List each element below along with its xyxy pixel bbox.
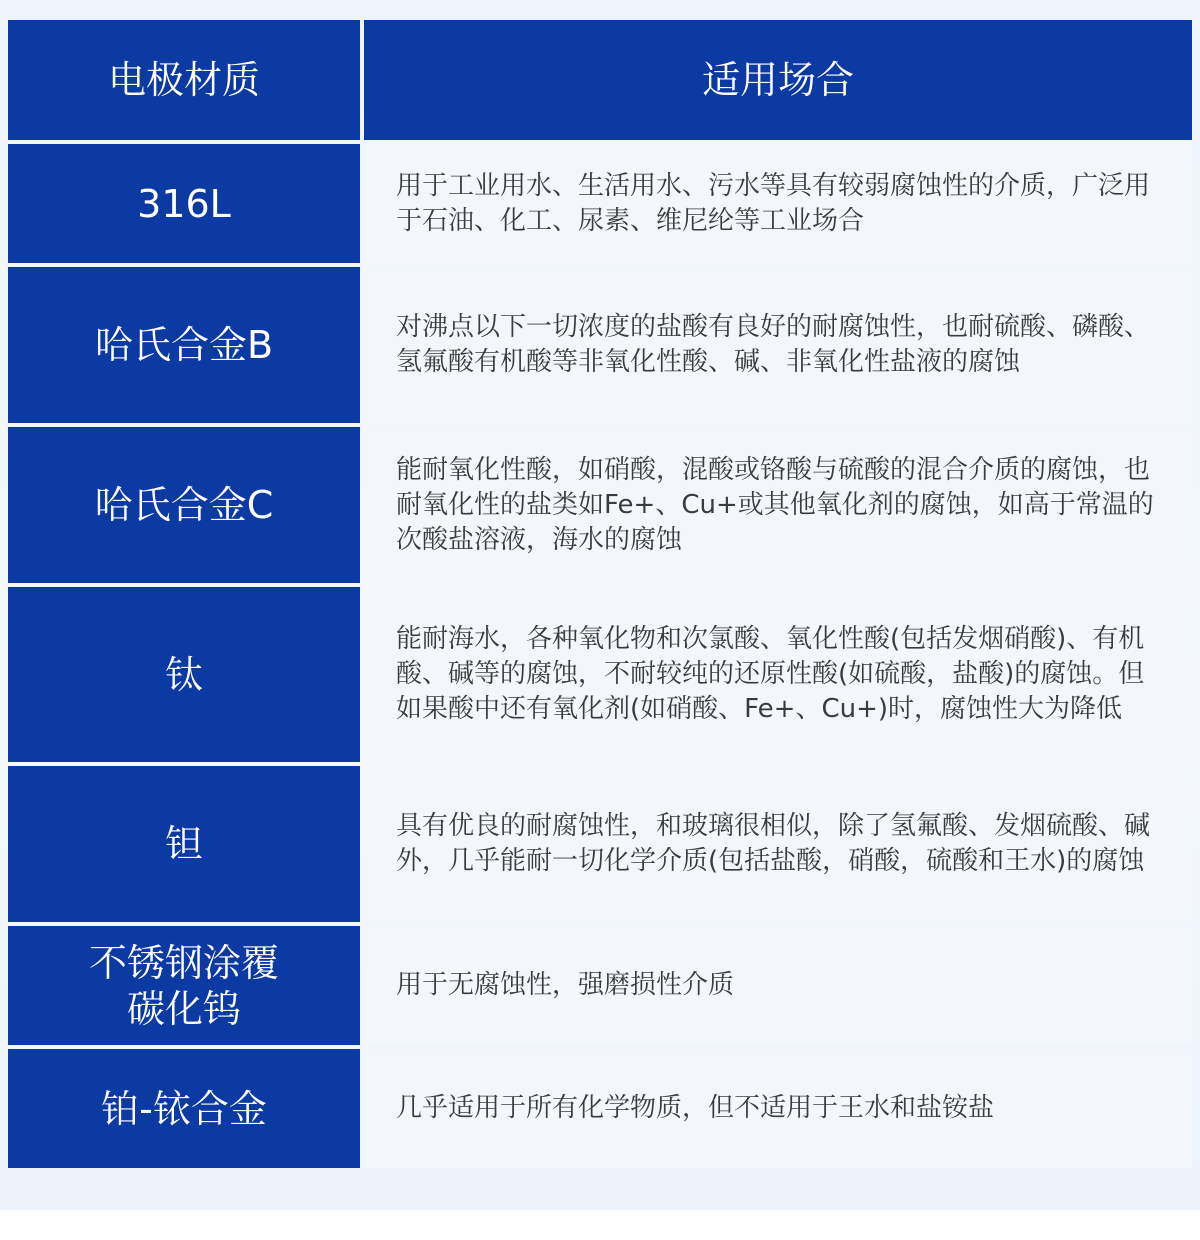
table-row <box>8 587 1192 762</box>
application-cell: 几乎适用于所有化学物质，但不适用于王水和盐铵盐 <box>364 1049 1192 1168</box>
table-row <box>8 427 1192 583</box>
table-row <box>8 766 1192 922</box>
application-cell: 能耐海水，各种氧化物和次氯酸、氧化性酸(包括发烟硝酸)、有机酸、碱等的腐蚀，不耐较纯的还原性酸(如硫酸，盐酸)的腐蚀。但如果酸中还有氧化剂(如硝酸、Fe+、Cu+)时，腐蚀性大为降低 <box>364 587 1192 762</box>
material-line-1: 不锈钢涂覆 <box>88 940 279 985</box>
application-cell: 用于工业用水、生活用水、污水等具有较弱腐蚀性的介质，广泛用于石油、化工、尿素、维尼纶等工业场合 <box>364 144 1192 263</box>
table-row <box>8 144 1192 263</box>
electrode-material-table <box>8 20 1192 1172</box>
application-cell: 能耐氧化性酸，如硝酸，混酸或铬酸与硫酸的混合介质的腐蚀，也耐氧化性的盐类如Fe+、Cu+或其他氧化剂的腐蚀，如高于常温的次酸盐溶液，海水的腐蚀 <box>364 427 1192 583</box>
table-row <box>8 1049 1192 1168</box>
table-row <box>8 267 1192 423</box>
header-application: 适用场合 <box>364 20 1192 140</box>
material-line-2: 碳化钨 <box>126 986 241 1031</box>
header-material: 电极材质 <box>8 20 360 140</box>
material-cell <box>8 926 360 1045</box>
material-cell: 钽 <box>8 766 360 922</box>
application-cell: 用于无腐蚀性，强磨损性介质 <box>364 926 1192 1045</box>
table-row <box>8 926 1192 1045</box>
material-cell: 哈氏合金C <box>8 427 360 583</box>
material-cell: 哈氏合金B <box>8 267 360 423</box>
application-cell: 具有优良的耐腐蚀性，和玻璃很相似，除了氢氟酸、发烟硫酸、碱外，几乎能耐一切化学介质(包括盐酸，硝酸，硫酸和王水)的腐蚀 <box>364 766 1192 922</box>
material-cell: 铂-铱合金 <box>8 1049 360 1168</box>
table-header-row <box>8 20 1192 140</box>
material-cell: 钛 <box>8 587 360 762</box>
application-cell: 对沸点以下一切浓度的盐酸有良好的耐腐蚀性，也耐硫酸、磷酸、氢氟酸有机酸等非氧化性酸、碱、非氧化性盐液的腐蚀 <box>364 267 1192 423</box>
material-cell: 316L <box>8 144 360 263</box>
